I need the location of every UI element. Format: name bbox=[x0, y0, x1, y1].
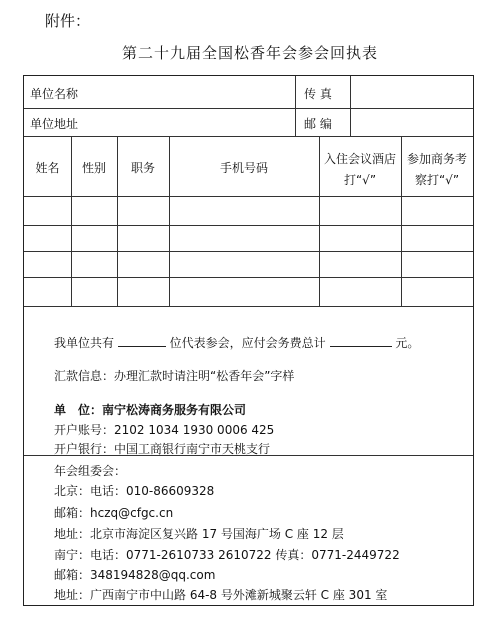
unit-address-label: 单位地址 bbox=[30, 117, 79, 131]
attendee-summary bbox=[54, 334, 419, 351]
attachment-label: 附件： bbox=[45, 12, 91, 30]
nanning-address: 地址：广西南宁市中山路 64-8 号外滩新城聚云轩 C 座 301 室 bbox=[54, 588, 388, 602]
summary-suffix: 元。 bbox=[395, 336, 420, 350]
bank-name: 开户银行：中国工商银行南宁市天桃支行 bbox=[54, 442, 271, 456]
header-mobile: 手机号码 bbox=[219, 161, 268, 175]
payee-unit bbox=[54, 401, 246, 418]
attendee-count-blank[interactable] bbox=[118, 334, 166, 347]
header-name: 姓名 bbox=[35, 161, 60, 175]
committee-title: 年会组委会： bbox=[54, 464, 127, 478]
registration-form bbox=[23, 75, 474, 606]
payee-unit-label: 单 位： bbox=[54, 403, 103, 417]
header-tour-line1: 参加商务考 bbox=[406, 152, 467, 166]
header-position: 职务 bbox=[130, 161, 155, 175]
nanning-phone: 南宁：电话：0771-2610733 2610722 传真：0771-2449722 bbox=[54, 548, 400, 562]
beijing-email: 邮箱：hczq@cfgc.cn bbox=[54, 506, 174, 520]
summary-middle: 位代表参会，应付会务费总计 bbox=[169, 336, 326, 350]
header-gender: 性别 bbox=[81, 161, 106, 175]
bank-account: 开户账号：2102 1034 1930 0006 425 bbox=[54, 423, 275, 437]
total-fee-blank[interactable] bbox=[330, 334, 392, 347]
header-tour-line2: 察打“√” bbox=[414, 173, 460, 187]
header-hotel-line2: 打“√” bbox=[343, 173, 377, 187]
page-title: 第二十九届全国松香年会参会回执表 bbox=[121, 44, 378, 62]
fax-label: 传 真 bbox=[304, 87, 332, 101]
beijing-phone: 北京：电话：010-86609328 bbox=[54, 484, 215, 498]
summary-prefix: 我单位共有 bbox=[54, 336, 115, 350]
nanning-email: 邮箱：348194828@qq.com bbox=[54, 568, 216, 582]
payee-unit-name: 南宁松涛商务服务有限公司 bbox=[102, 403, 247, 417]
unit-name-label: 单位名称 bbox=[30, 87, 79, 101]
payment-info: 汇款信息：办理汇款时请注明“松香年会”字样 bbox=[54, 369, 295, 383]
beijing-address: 地址：北京市海淀区复兴路 17 号国海广场 C 座 12 层 bbox=[54, 527, 344, 541]
postcode-label: 邮 编 bbox=[304, 117, 332, 131]
header-hotel-line1: 入住会议酒店 bbox=[323, 152, 396, 166]
